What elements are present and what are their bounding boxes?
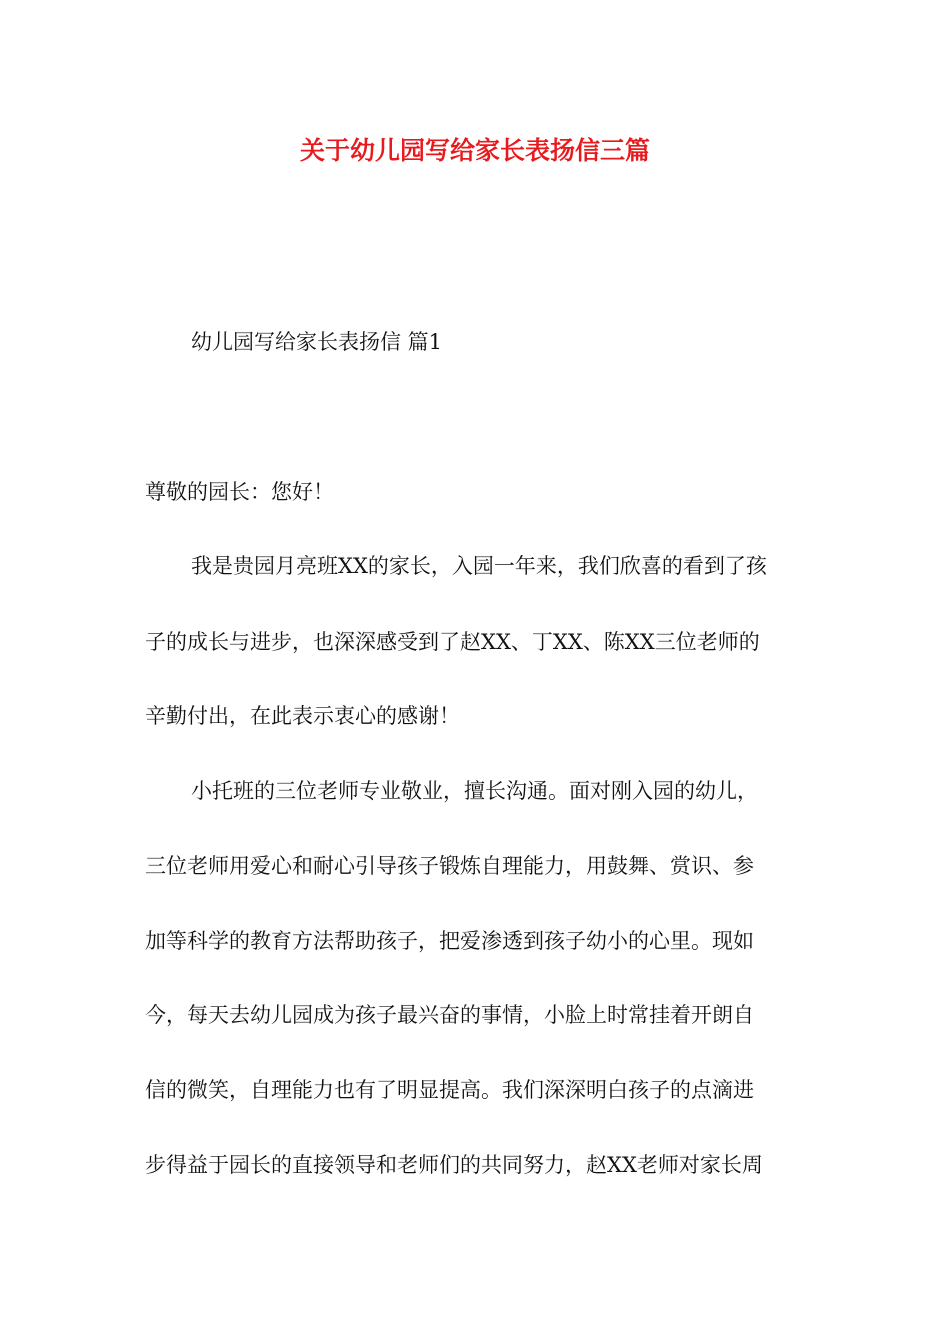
paragraph-line: 辛勤付出，在此表示衷心的感谢！ xyxy=(145,704,460,728)
paragraph-line: 三位老师用爱心和耐心引导孩子锻炼自理能力，用鼓舞、赏识、参 xyxy=(145,854,754,878)
document-title: 关于幼儿园写给家长表扬信三篇 xyxy=(299,136,650,165)
paragraph-line: 我是贵园月亮班XX的家长，入园一年来，我们欣喜的看到了孩 xyxy=(191,554,767,578)
salutation-line: 尊敬的园长：您好！ xyxy=(145,480,334,504)
paragraph-line: 小托班的三位老师专业敬业，擅长沟通。面对刚入园的幼儿， xyxy=(191,779,758,803)
paragraph-line: 今，每天去幼儿园成为孩子最兴奋的事情，小脸上时常挂着开朗自 xyxy=(145,1003,754,1027)
paragraph-line: 步得益于园长的直接领导和老师们的共同努力，赵XX老师对家长周 xyxy=(145,1153,763,1177)
section-heading: 幼儿园写给家长表扬信 篇1 xyxy=(191,330,443,354)
paragraph-line: 加等科学的教育方法帮助孩子，把爱渗透到孩子幼小的心里。现如 xyxy=(145,929,754,953)
paragraph-line: 信的微笑，自理能力也有了明显提高。我们深深明白孩子的点滴进 xyxy=(145,1078,754,1102)
paragraph-line: 子的成长与进步，也深深感受到了赵XX、丁XX、陈XX三位老师的 xyxy=(145,630,760,654)
